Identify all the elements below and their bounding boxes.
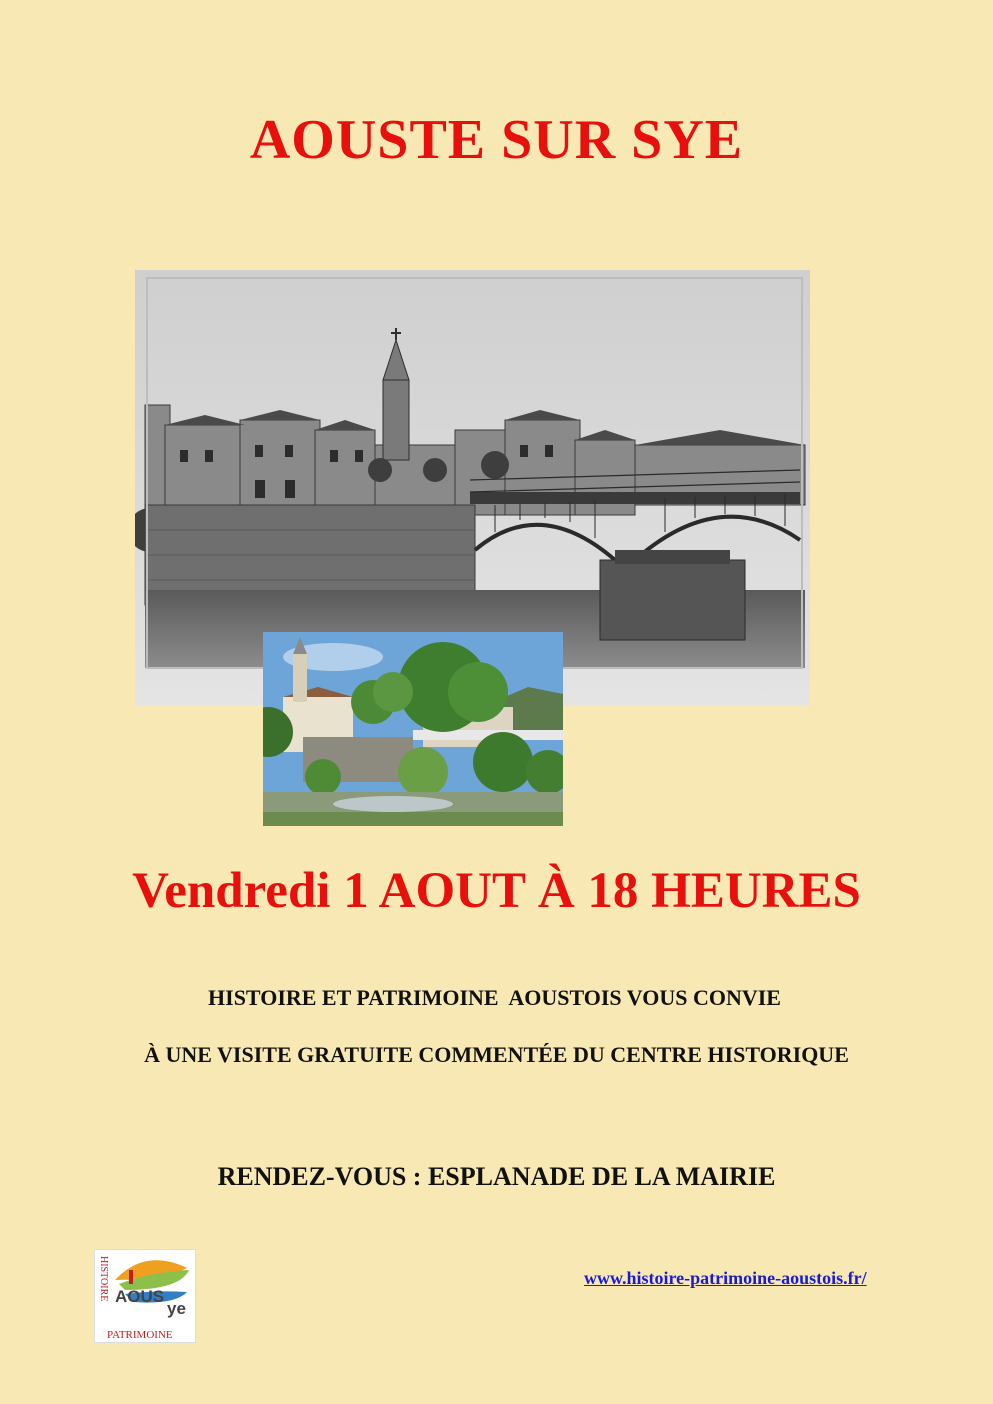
meeting-point: RENDEZ-VOUS : ESPLANADE DE LA MAIRIE bbox=[217, 1162, 776, 1191]
website-link[interactable]: www.histoire-patrimoine-aoustois.fr/ bbox=[584, 1268, 867, 1288]
event-date: Vendredi 1 AOUT À 18 HEURES bbox=[132, 863, 861, 919]
invitation-line-1: HISTOIRE ET PATRIMOINE AOUSTOIS VOUS CONVIE bbox=[208, 985, 781, 1010]
logo-graphic bbox=[95, 1250, 195, 1342]
modern-village-image bbox=[263, 632, 563, 826]
poster-title: AOUSTE SUR SYE bbox=[249, 109, 744, 171]
logo-vertical-text: HISTOIRE bbox=[98, 1256, 109, 1302]
association-logo bbox=[94, 1249, 196, 1343]
logo-bottom-text: PATRIMOINE bbox=[107, 1329, 173, 1341]
invitation-line-2: À UNE VISITE GRATUITE COMMENTÉE DU CENTRE HISTORIQUE bbox=[144, 1042, 849, 1067]
logo-brand-text-2: ye bbox=[167, 1299, 186, 1318]
modern-village-photo bbox=[263, 632, 563, 826]
logo-brand-text-1: AOUS bbox=[115, 1287, 165, 1306]
